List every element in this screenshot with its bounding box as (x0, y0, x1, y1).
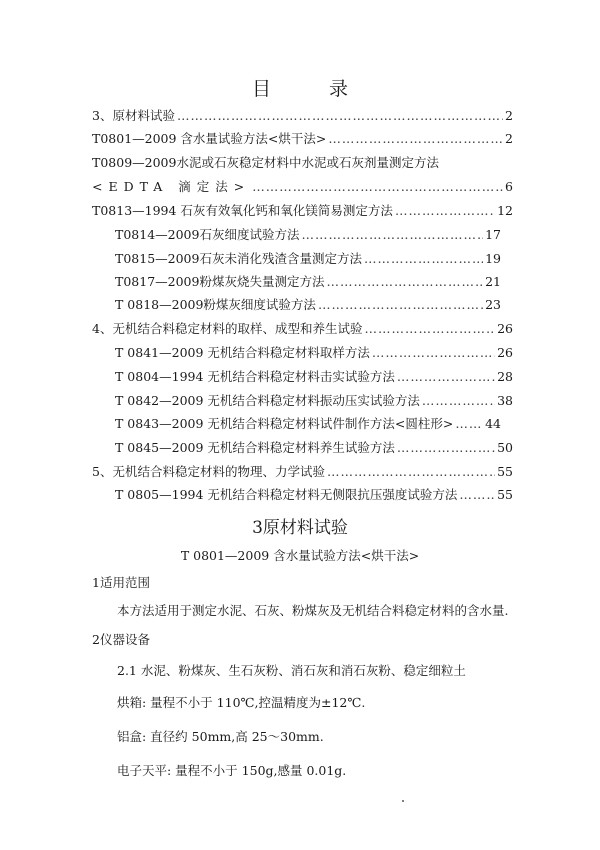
toc-entry[interactable]: T 0842—2009 无机结合料稳定材料振动压实试验方法 ……………………………………………………………………………………………………………………………………………………………………………………………………………… 38 (115, 392, 513, 410)
toc-entry[interactable]: T 0841—2009 无机结合料稳定材料取样方法 ……………………………………………………………………………………………………………………………………………………………………………………………………………… 26 (115, 344, 513, 362)
equipment-item-2-1: 2.1 水泥、粉煤灰、生石灰粉、消石灰和消石灰粉、稳定细粒土 (117, 663, 466, 678)
toc-entry[interactable]: T0814—2009石灰细度试验方法 ……………………………………………………………………………………………………………………………………………………………………………………………………………… 17 (115, 226, 501, 244)
toc-entry[interactable]: 3、原材料试验 ……………………………………………………………………………………………………………………………………………………………………………………………………………… 2 (92, 107, 513, 125)
toc-entry[interactable]: 4、无机结合料稳定材料的取样、成型和养生试验 ……………………………………………………………………………………………………………………………………………………………………………………………………………… 26 (92, 320, 513, 338)
toc-entry[interactable]: <EDTA 滴定法> ……………………………………………………………………………………………………………………………………………………………………………………………………………… 6 (92, 178, 513, 196)
aluminum-box-spec: 铝盒: 直径约 50mm,高 25～30mm. (117, 729, 324, 744)
balance-spec: 电子天平: 量程不小于 150g,感量 0.01g. (117, 763, 347, 778)
toc-entry[interactable]: T0801—2009 含水量试验方法<烘干法> ……………………………………………………………………………………………………………………………………………………………………………………………………………… 2 (92, 130, 513, 148)
heading-equipment: 2仪器设备 (92, 632, 150, 647)
page-mark (402, 800, 404, 802)
toc-entry[interactable]: T0809—2009水泥或石灰稳定材料中水泥或石灰剂量测定方法 (92, 155, 439, 170)
heading-scope: 1适用范围 (92, 575, 150, 590)
scope-paragraph: 本方法适用于测定水泥、石灰、粉煤灰及无机结合料稳定材料的含水量. (117, 603, 509, 618)
method-title: T 0801—2009 含水量试验方法<烘干法> (180, 548, 420, 563)
toc-entry[interactable]: T0817—2009粉煤灰烧失量测定方法 ……………………………………………………………………………………………………………………………………………………………………………………………………………… 21 (115, 273, 501, 291)
toc-entry[interactable]: T 0845—2009 无机结合料稳定材料养生试验方法 ……………………………………………………………………………………………………………………………………………………………………………………………………………… 50 (115, 439, 513, 457)
toc-entry[interactable]: T 0843—2009 无机结合料稳定材料试件制作方法<圆柱形> ……………………………………………………………………………………………………………………………………………………………………………………………………………… 44 (115, 415, 501, 433)
toc-entry[interactable]: 5、无机结合料稳定材料的物理、力学试验 ……………………………………………………………………………………………………………………………………………………………………………………………………………… 55 (92, 463, 513, 481)
toc-entry[interactable]: T0813—1994 石灰有效氧化钙和氧化镁简易测定方法 ……………………………………………………………………………………………………………………………………………………………………………………………………………… 12 (92, 202, 513, 220)
section-title: 3原材料试验 (252, 518, 348, 538)
oven-spec: 烘箱: 量程不小于 110℃,控温精度为±12℃. (117, 695, 366, 710)
toc-entry[interactable]: T0815—2009石灰未消化残渣含量测定方法 ……………………………………………………………………………………………………………………………………………………………………………………………………………… 19 (115, 250, 501, 268)
toc-entry[interactable]: T 0804—1994 无机结合料稳定材料击实试验方法 ……………………………………………………………………………………………………………………………………………………………………………………………………………… 28 (115, 368, 513, 386)
toc-entry[interactable]: T 0805—1994 无机结合料稳定材料无侧限抗压强度试验方法 ……………………………………………………………………………………………………………………………………………………………………………………………………………… 55 (115, 486, 513, 504)
toc-title: 目 录 (251, 78, 375, 100)
toc-entry[interactable]: T 0818—2009粉煤灰细度试验方法 ……………………………………………………………………………………………………………………………………………………………………………………………………………… 23 (115, 296, 501, 314)
